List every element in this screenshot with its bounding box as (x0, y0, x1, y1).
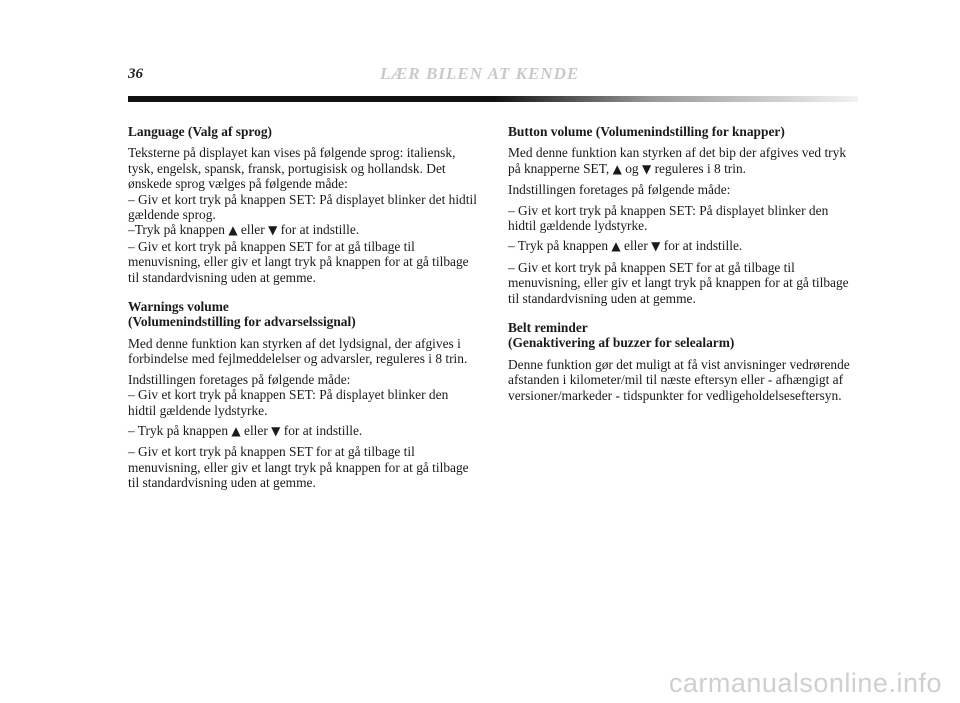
up-arrow-icon: ▲ (228, 223, 238, 238)
button-step-2-post: for at indstille. (663, 238, 743, 254)
warnings-heading-line-1: Warnings volume (128, 299, 229, 315)
button-step-1: – Giv et kort tryk på knappen SET: På displayet blinker den hidtil gældende lydstyrke. (508, 202, 829, 234)
down-arrow-icon: ▼ (268, 223, 278, 238)
warnings-heading-line-2: (Volumenindstilling for advarselssignal) (128, 314, 356, 330)
warnings-step-2-pre: – Tryk på knappen (128, 422, 229, 438)
down-arrow-icon: ▼ (651, 239, 661, 254)
button-intro-post: reguleres i 8 trin. (654, 160, 747, 176)
button-intro-pre: Med denne funktion kan styrken af det bip der afgives ved tryk på knapperne SET, (508, 145, 847, 176)
warnings-step-2 (128, 423, 478, 439)
left-column (128, 124, 478, 496)
warnings-setup: Indstillingen foretages på følgende måde: (128, 371, 351, 387)
warnings-step-2-post: for at indstille. (283, 422, 363, 438)
language-heading: Language (Valg af sprog) (128, 124, 272, 139)
button-step-3: – Giv et kort tryk på knappen SET for at gå tilbage til menuvisning, eller giv et langt tryk på knappen for at gå tilbage til standardvisning uden at gemme. (508, 259, 849, 306)
belt-heading (508, 320, 858, 351)
language-step-1: – Giv et kort tryk på knappen SET: På displayet blinker det hidtil gældende sprog. (128, 191, 477, 223)
running-head: LÆR BILEN AT KENDE (380, 64, 580, 83)
language-step-3: – Giv et kort tryk på knappen SET for at gå tilbage til menuvisning, eller giv et langt tryk på knappen for at gå tilbage til standardvisning uden at gemme. (128, 238, 469, 285)
warnings-step-3: – Giv et kort tryk på knappen SET for at gå tilbage til menuvisning, eller giv et langt tryk på knappen for at gå tilbage til standardvisning uden at gemme. (128, 444, 469, 491)
button-setup: Indstillingen foretages på følgende måde: (508, 182, 731, 198)
watermark: carmanualsonline.info (668, 668, 942, 698)
language-step-2-pre: –Tryk på knappen (128, 222, 225, 238)
warnings-step-1: – Giv et kort tryk på knappen SET: På displayet blinker den hidtil gældende lydstyrke. (128, 387, 449, 418)
up-arrow-icon: ▲ (612, 161, 622, 176)
down-arrow-icon: ▼ (271, 423, 281, 438)
belt-body: Denne funktion gør det muligt at få vist anvisninger vedrørende afstanden i kilometer/mil til næste eftersyn eller - afhængigt af versioner/markeder - tidspunkter for vedligeholdelseseftersyn. (508, 356, 850, 403)
button-step-2-pre: – Tryk på knappen (508, 238, 609, 254)
down-arrow-icon: ▼ (641, 161, 652, 176)
warnings-intro: Med denne funktion kan styrken af det lydsignal, der afgives i forbindelse med fejlmeddelelser og advarsler, reguleres i 8 trin. (128, 335, 468, 367)
language-step-2-mid: eller (240, 222, 265, 238)
warnings-heading (128, 299, 478, 330)
warnings-step-2-mid: eller (244, 422, 268, 438)
button-heading: Button volume (Volumenindstilling for knapper) (508, 124, 785, 139)
button-intro (508, 145, 858, 177)
language-step-2-post: for at indstille. (280, 222, 360, 238)
language-intro: Teksterne på displayet kan vises på følgende sprog: italiensk, tysk, engelsk, spansk, fransk, portugisisk og hollandsk. Det ønskede sprog vælges på følgende måde: (128, 145, 456, 192)
belt-heading-line-2: (Genaktivering af buzzer for selealarm) (508, 335, 735, 351)
header-rule (128, 96, 858, 102)
right-column (508, 124, 858, 408)
button-step-2 (508, 238, 858, 254)
up-arrow-icon: ▲ (231, 423, 241, 438)
language-step-2 (128, 222, 478, 238)
button-step-2-mid: eller (624, 238, 648, 254)
belt-heading-line-1: Belt reminder (508, 320, 588, 336)
up-arrow-icon: ▲ (611, 239, 621, 254)
page-number: 36 (128, 66, 143, 82)
button-intro-mid: og (625, 160, 639, 176)
